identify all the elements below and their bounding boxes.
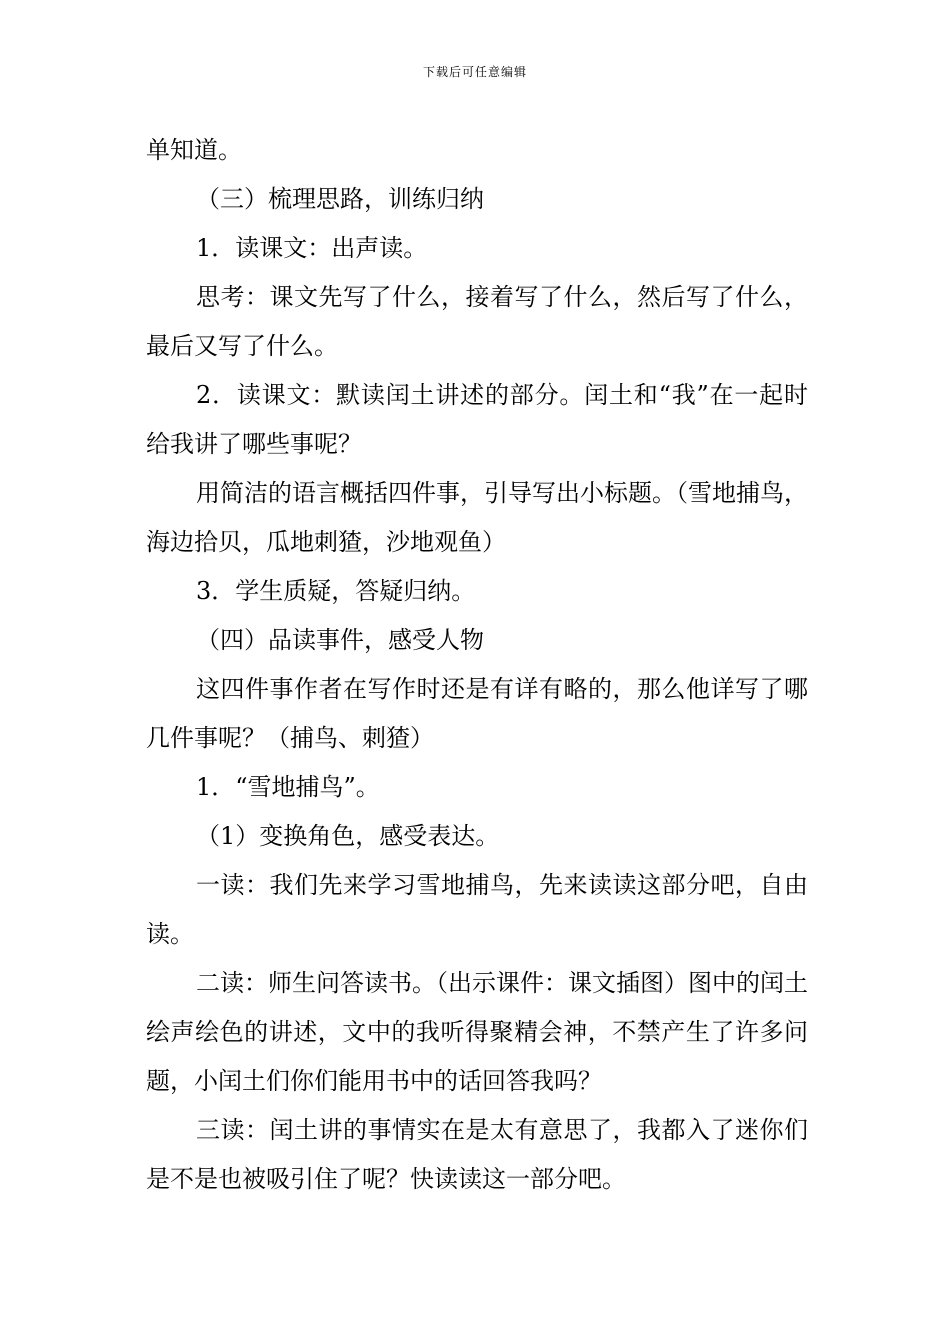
paragraph: （三）梳理思路，训练归纳 [196, 185, 484, 213]
paragraph: 这四件事作者在写作时还是有详有略的，那么他详写了哪几件事呢？（捕鸟、刺猹） [146, 675, 808, 752]
paragraph: 一读：我们先来学习雪地捕鸟，先来读读这部分吧，自由读。 [146, 871, 808, 948]
page-header: 下载后可任意编辑 [422, 65, 527, 79]
paragraph: 2．读课文：默读闰土讲述的部分。闰土和“我”在一起时给我讲了哪些事呢？ [146, 381, 808, 458]
paragraph: 二读：师生问答读书。（出示课件：课文插图）图中的闰土绘声绘色的讲述，文中的我听得聚精会神，不禁产生了许多问题，小闰土们你们能用书中的话回答我吗？ [146, 969, 808, 1095]
paragraph: 用简洁的语言概括四件事，引导写出小标题。（雪地捕鸟，海边拾贝，瓜地刺猹，沙地观鱼） [146, 479, 808, 556]
paragraph: 3．学生质疑，答疑归纳。 [196, 577, 476, 605]
paragraph: 单知道。 [146, 136, 242, 164]
paragraph: 思考：课文先写了什么，接着写了什么，然后写了什么，最后又写了什么。 [146, 283, 808, 360]
paragraph: 三读：闰土讲的事情实在是太有意思了，我都入了迷你们是不是也被吸引住了呢？快读读这一部分吧。 [146, 1116, 808, 1193]
paragraph: 1．“雪地捕鸟”。 [196, 773, 380, 801]
paragraph: （四）品读事件，感受人物 [196, 626, 484, 654]
paragraph: （1）变换角色，感受表达。 [196, 822, 500, 850]
document-body [146, 126, 808, 1204]
paragraph: 1．读课文：出声读。 [196, 234, 428, 262]
